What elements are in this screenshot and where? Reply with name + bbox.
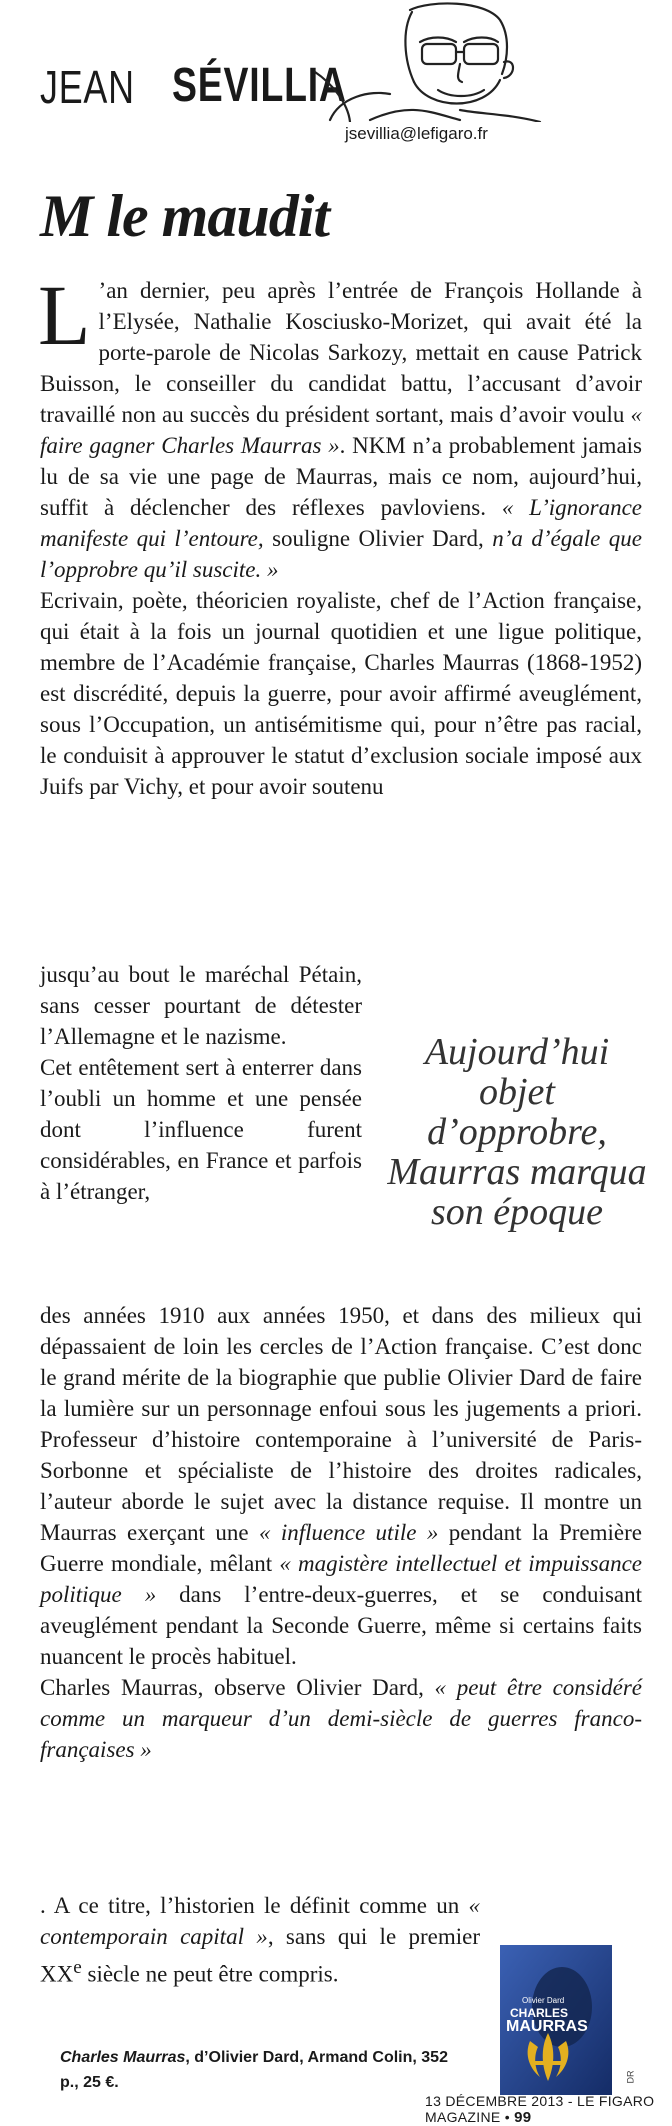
page-number: 99	[514, 2109, 532, 2126]
author-first-name: JEAN	[40, 61, 135, 113]
narrow-column	[40, 959, 362, 1207]
book-author: Olivier Dard	[522, 1996, 565, 2005]
paragraph-4-end: . A ce titre, l’historien le définit comme un « contemporain capital », sans qui le premier XXe siècle ne peut être compris.	[40, 1893, 480, 1987]
paragraph-3-start: Cet entêtement sert à enterrer dans l’oubli un homme et une pensée dont l’influence furent considérables, en France et parfois à l’étranger,	[40, 1055, 362, 1204]
photo-credit: DR	[625, 2070, 636, 2084]
drop-cap: L	[38, 267, 91, 363]
paragraph-3: des années 1910 aux années 1950, et dans des milieux qui dépassaient de loin les cercles de l’Action française. C’est donc le grand mérite de la biographie que publie Olivier Dard de faire la lumière sur un personnage enfoui sous les jugements a priori. Professeur d’histoire contemporaine à l’université de Paris-Sorbonne et spécialiste de l’histoire des droites radicales, l’auteur aborde le sujet avec la distance requise. Il montre un Maurras exerçant une « influence utile » pendant la Première Guerre mondiale, mêlant « magistère intellectuel et impuissance politique » dans l’entre-deux-guerres, et se conduisant aveuglément pendant la Seconde Guerre, même si certains faits nuancent le procès habituel.	[40, 1303, 642, 1669]
book-cover-image	[500, 1945, 612, 2095]
paragraph-2-end: jusqu’au bout le maréchal Pétain, sans cesser pourtant de détester l’Allemagne et le nazisme.	[40, 962, 362, 1049]
paragraph-4-start: Charles Maurras, observe Olivier Dard, « peut être considéré comme un marqueur d’un demi-siècle de guerres franco-françaises »	[40, 1675, 643, 1762]
footer-date-magazine: 13 DÉCEMBRE 2013 - LE FIGARO MAGAZINE •	[425, 2093, 655, 2125]
page-footer	[425, 2093, 672, 2126]
author-caricature-icon	[310, 2, 610, 122]
author-email: jsevillia@lefigaro.fr	[345, 124, 488, 143]
book-title-line2: MAURRAS	[506, 2018, 588, 2035]
article-title: M le maudit	[40, 183, 330, 249]
author-last-name: SÉVILLIA	[172, 59, 347, 112]
paragraph-1: L ’an dernier, peu après l’entrée de François Hollande à l’Elysée, Nathalie Kosciusko-Morizet, qui avait été la porte-parole de Nicolas Sarkozy, mettait en cause Patrick Buisson, le conseiller du candidat battu, l’accusant d’avoir travaillé non au succès du président sortant, mais d’avoir voulu « faire gagner Charles Maurras ». NKM n’a probablement jamais lu de sa vie une page de Maurras, mais ce nom, aujourd’hui, suffit à déclencher des réflexes pavloviens. « L’ignorance manifeste qui l’entoure, souligne Olivier Dard, n’a d’égale que l’opprobre qu’il suscite. »	[38, 267, 643, 582]
article-intro-block	[38, 267, 643, 802]
book-caption: Charles Maurras, d’Olivier Dard, Armand Colin, 352 p., 25 €.	[60, 2049, 448, 2091]
pull-quote: Aujourd’hui objet d’opprobre, Maurras marqua son époque	[387, 1031, 647, 1233]
article-continuation	[40, 1300, 642, 1765]
paragraph-2: Ecrivain, poète, théoricien royaliste, chef de l’Action française, qui était à la fois un journal quotidien et une ligue politique, membre de l’Académie française, Charles Maurras (1868-1952) est discrédité, depuis la guerre, pour avoir affirmé aveuglément, sous l’Occupation, un antisémitisme qui, pour n’être pas racial, le conduisit à approuver le statut d’exclusion sociale imposé aux Juifs par Vichy, et pour avoir soutenu	[40, 588, 642, 799]
book-title-line1: CHARLES	[510, 2006, 569, 2020]
